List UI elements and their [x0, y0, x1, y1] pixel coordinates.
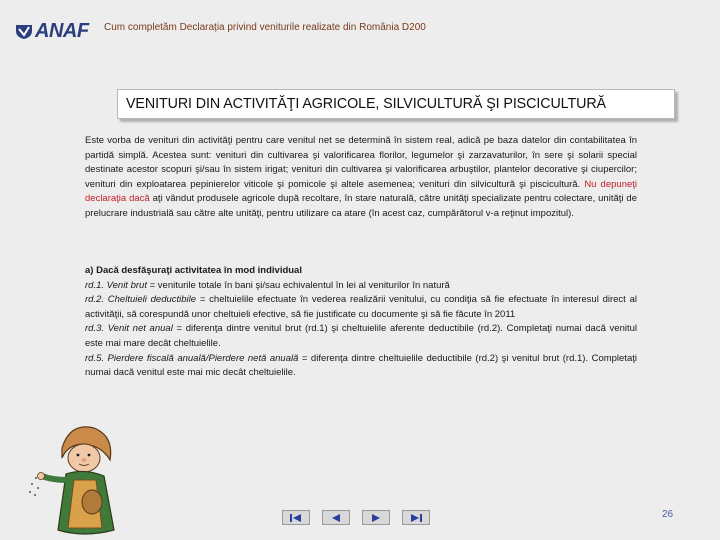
- row-text: = cheltuielile efectuate în vederea realizării venitului, cu condiţia să fie efectuate în interesul direct al activităţii, să corespundă unor cheltuieli efective, să fie justificate cu documente şi să fie făcute în 2011: [85, 294, 637, 320]
- skip-forward-icon: [408, 513, 424, 523]
- row-label: rd.5. Pierdere fiscală anuală/Pierdere netă anuală: [85, 352, 299, 364]
- row-item: [85, 322, 637, 351]
- anaf-logo: [15, 20, 89, 42]
- row-text: = diferenţa dintre venitul brut (rd.1) şi cheltuielile aferente deductibile (rd.2). Completaţi numai dacă venitul este mai mare decât cheltuielile.: [85, 323, 637, 349]
- intro-text-1: Este vorba de venituri din activităţi pentru care venitul net se determină în sistem real, adică pe baza datelor din contabilitatea în partidă simplă. Acestea sunt: venituri din cultivarea şi valorificarea florilor, legumelor şi zarzavaturilor, în sere şi solarii special destinate acestor scopuri şi/sau în sistem irigat; venituri din cultivarea şi valorificarea arbuştilor, plantelor decorative şi ciupercilor; venituri din exploatarea pepinierelor viticole şi pomicole şi altele asemenea; venituri din silvicultură şi piscicultură.: [85, 135, 637, 190]
- last-slide-button[interactable]: [402, 510, 430, 525]
- row-text: = veniturile totale în bani şi/sau echivalentul în lei al veniturilor în natură: [146, 279, 450, 291]
- next-slide-button[interactable]: [362, 510, 390, 525]
- slide-title: VENITURI DIN ACTIVITĂŢI AGRICOLE, SILVICULTURĂ ŞI PISCICULTURĂ: [126, 96, 606, 112]
- row-text: = diferenţa dintre cheltuielile deductibile (rd.2) şi venitul brut (rd.1). Completaţi numai dacă venitul este mai mic decât cheltuielile.: [85, 352, 638, 379]
- anaf-shield-icon: [15, 22, 33, 40]
- row-label: rd.3. Venit net anual: [85, 323, 173, 335]
- warning-text: Nu depuneţi declaraţia dacă: [85, 178, 638, 205]
- previous-slide-button[interactable]: [322, 510, 350, 525]
- first-slide-button[interactable]: [282, 510, 310, 525]
- logo-text: ANAF: [35, 20, 89, 42]
- section-heading: a) Dacă desfăşuraţi activitatea în mod individual: [85, 265, 302, 276]
- row-item: [85, 293, 637, 322]
- individual-activity-section: [85, 264, 637, 381]
- presentation-title: Cum completăm Declarația privind veniturile realizate din România D200: [104, 22, 426, 33]
- skip-back-icon: [288, 513, 304, 523]
- page-number: 26: [662, 509, 674, 520]
- row-item: [85, 352, 637, 381]
- intro-paragraph: [85, 134, 637, 222]
- row-item: [85, 279, 637, 294]
- triangle-right-icon: [368, 513, 384, 523]
- slide-title-box: [117, 89, 675, 119]
- slide-navigation: [282, 510, 430, 525]
- triangle-left-icon: [328, 513, 344, 523]
- intro-text-2: aţi vândut produsele agricole după recoltare, în stare naturală, către unităţi specializate pentru colectare, unităţi de prelucrare industrială sau către alte unităţi, pentru utilizare ca atare (în acest caz, cumpărătorul v-a reţinut impozitul).: [85, 193, 637, 219]
- farmer-woman-illustration: [22, 418, 142, 538]
- row-label: rd.1. Venit brut: [85, 279, 147, 291]
- slide-header: [0, 0, 720, 60]
- row-label: rd.2. Cheltuieli deductibile: [85, 294, 197, 306]
